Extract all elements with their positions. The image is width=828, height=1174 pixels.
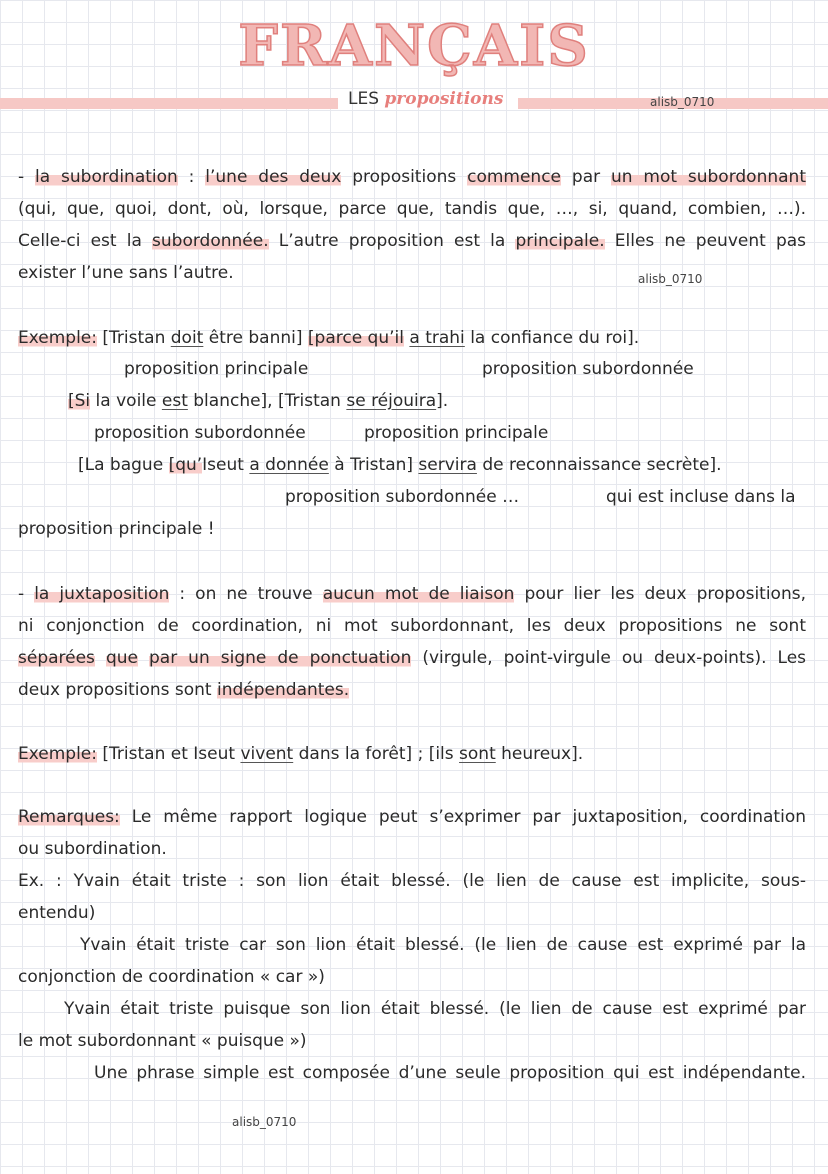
highlighted-text: [parce qu’il [307, 328, 404, 348]
underlined-verb: servira [418, 455, 477, 475]
highlighted-text: la subordination [35, 167, 178, 187]
example-2-main-label: proposition principale [364, 423, 549, 443]
subtitle [348, 89, 503, 109]
example-1-main-label: proposition principale [124, 359, 309, 379]
underlined-verb: sont [459, 744, 496, 764]
example-3-sub-label: proposition subordonnée … [285, 487, 520, 507]
remarks-label: Remarques: [18, 807, 120, 827]
example-3-note: qui est incluse dans la [606, 487, 796, 507]
highlighted-text: un mot subordonnant [610, 167, 806, 187]
text-segment: L’autre proposition est la [268, 231, 516, 251]
highlighted-text: commence [467, 167, 562, 187]
text-segment: [La bague [78, 455, 169, 475]
juxtaposition-line-1 [18, 583, 806, 605]
subtitle-highlight: propositions [384, 89, 504, 109]
subordination-line-2: (qui, que, quoi, dont, où, lorsque, parce que, tandis que, …, si, quand, combien, …). [18, 199, 806, 219]
underlined-verb: vivent [240, 744, 294, 764]
page-title: FRANÇAIS [238, 13, 590, 79]
example-label-2: Exemple: [18, 744, 97, 764]
text-segment: de reconnaissance secrète]. [476, 455, 722, 475]
subordination-line-3 [18, 230, 806, 252]
highlighted-text: séparées [18, 648, 95, 668]
juxtaposition-line-4 [18, 679, 349, 701]
text-segment: la voile [90, 391, 162, 411]
title-band-left [0, 98, 338, 109]
text-segment: - [18, 584, 35, 604]
text-segment: par [561, 167, 611, 187]
remarks-text-1: Le même rapport logique peut s’exprimer par juxtaposition, coordination [119, 807, 806, 827]
example-1-text [97, 328, 639, 348]
text-segment: la confiance du roi]. [464, 328, 640, 348]
text-segment: Celle-ci est la [18, 231, 153, 251]
underlined-verb: est [161, 391, 188, 411]
watermark-bottom: alisb_0710 [232, 1115, 297, 1129]
text-segment: : on ne trouve [169, 584, 323, 604]
text-segment: ]. [436, 391, 449, 411]
text-segment [95, 648, 106, 668]
underlined-verb: a trahi [409, 328, 465, 348]
remarks-line-7: Yvain était triste puisque son lion était blessé. (le lien de cause est exprimé par [64, 999, 806, 1019]
subordination-line-4: exister l’une sans l’autre. [18, 263, 234, 283]
text-segment: - [18, 167, 36, 187]
example-3-end: proposition principale ! [18, 519, 215, 539]
remarks-line-1 [18, 806, 806, 828]
text-segment: heureux]. [495, 744, 584, 764]
subordination-line-1 [18, 166, 806, 188]
example-3-line [78, 454, 722, 476]
underlined-verb: a donnée [249, 455, 329, 475]
remarks-line-9: Une phrase simple est composée d’une seule proposition qui est indépendante. [94, 1063, 806, 1083]
text-segment: propositions [341, 167, 468, 187]
text-segment: pour lier les deux propositions, [514, 584, 806, 604]
highlighted-text: indépendantes. [217, 680, 350, 700]
example-2-sub-label: proposition subordonnée [94, 423, 306, 443]
example-label: Exemple: [18, 328, 97, 348]
underlined-verb: se réjouira [346, 391, 437, 411]
text-segment: être banni] [203, 328, 308, 348]
underlined-verb: doit [170, 328, 204, 348]
remarks-line-4: entendu) [18, 903, 96, 923]
highlighted-text: que [105, 648, 138, 668]
highlighted-text: la juxtaposition [34, 584, 170, 604]
highlighted-text: aucun mot de liaison [322, 584, 515, 604]
example-1-sub-label: proposition subordonnée [482, 359, 694, 379]
text-segment: Iseut [202, 455, 250, 475]
author-tag: alisb_0710 [650, 95, 715, 109]
juxtaposition-line-3 [18, 647, 806, 669]
text-segment: deux propositions sont [18, 680, 217, 700]
text-segment: blanche], [Tristan [187, 391, 347, 411]
highlighted-text: subordonnée. [152, 231, 269, 251]
watermark: alisb_0710 [638, 272, 703, 286]
text-segment: (virgule, point-virgule ou deux-points). Les [411, 648, 806, 668]
highlighted-text: par un signe de ponctuation [148, 648, 412, 668]
remarks-line-2: ou subordination. [18, 839, 167, 859]
text-segment: [Tristan [97, 328, 171, 348]
remarks-line-8: le mot subordonnant « puisque ») [18, 1031, 307, 1051]
text-segment: : [177, 167, 206, 187]
example-juxta-text [97, 744, 583, 764]
subtitle-prefix: LES [348, 89, 380, 109]
highlighted-text: [qu’ [168, 455, 203, 475]
example-juxta-line [18, 743, 583, 765]
highlighted-text: [Si [68, 391, 91, 411]
highlighted-text: l’une des deux [205, 167, 342, 187]
text-segment: dans la forêt] ; [ils [293, 744, 460, 764]
example-1-line [18, 327, 639, 349]
highlighted-text: principale. [515, 231, 605, 251]
juxtaposition-line-2: ni conjonction de coordination, ni mot subordonnant, les deux propositions ne sont [18, 616, 806, 636]
text-segment: [Tristan et Iseut [97, 744, 241, 764]
text-segment [138, 648, 149, 668]
remarks-line-5: Yvain était triste car son lion était blessé. (le lien de cause est exprimé par la [80, 935, 806, 955]
remarks-line-3: Ex. : Yvain était triste : son lion était blessé. (le lien de cause est implicite, sous- [18, 871, 806, 891]
remarks-line-6: conjonction de coordination « car ») [18, 967, 325, 987]
text-segment: Elles ne peuvent pas [604, 231, 806, 251]
text-segment: à Tristan] [328, 455, 419, 475]
example-2-line [68, 390, 448, 412]
